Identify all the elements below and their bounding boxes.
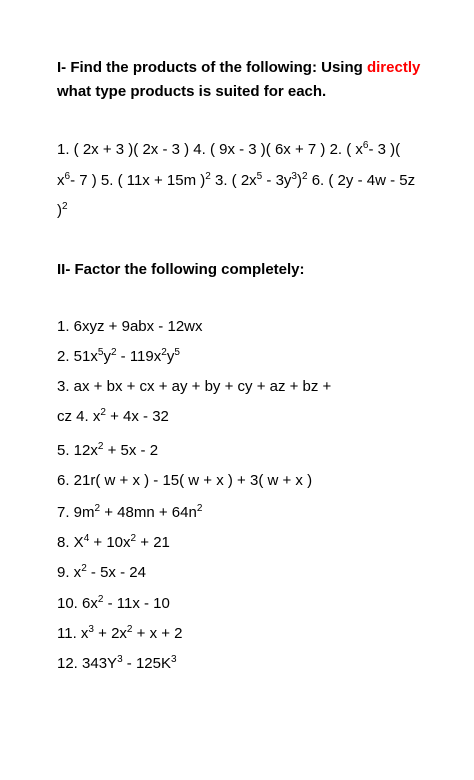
factor-item-12: 12. $343Y^3 - 125K^3$ <box>57 654 177 672</box>
factor-item-1: 1. 6xyz + 9abx - 12wx <box>57 318 203 335</box>
factor-item-7: 7. $9m^2 + 48mn + 64n^2$ <box>57 503 203 521</box>
section2-heading: II- Factor the following completely: <box>57 261 305 278</box>
product-problems-line3: )$^2$ <box>57 201 68 219</box>
factor-item-9: 9. $x^2 - 5x - 24$ <box>57 563 146 581</box>
factor-item-3: 3. ax + bx + cx + ay + by + cy + az + bz + <box>57 378 332 395</box>
section1-heading-line2: what type products is suited for each. <box>57 83 327 100</box>
factor-item-10: 10. $6x^2 - 11x - 10$ <box>57 594 170 612</box>
product-problems-line1: 1. ( 2x + 3 )( 2x - 3 ) 4. ( 9x - 3 )( 6x + 7 ) 2. ( $x^6-$ 3 )( <box>57 140 401 158</box>
product-problems-line2: $x^6-$ 7 ) 5. ( 11x + 15m )$^2$ 3. ( $2x^5 - 3y^3)^2$ 6. ( 2y - 4w - 5z <box>57 171 416 189</box>
factor-item-2: 2. $51x^5y^2 - 119x^2y^5$ <box>57 347 180 365</box>
factor-item-5: 5. $12x^2 + 5x - 2$ <box>57 441 159 459</box>
factor-item-6: 6. 21r( w + x ) - 15( w + x ) + 3( w + x ) <box>57 472 313 489</box>
section1-heading-line1 <box>57 60 420 75</box>
heading-text: I- Find the products of the following: Using <box>57 59 367 76</box>
factor-item-11: 11. $x^3 + 2x^2 + x + 2$ <box>57 624 183 642</box>
heading-emphasis: directly <box>366 59 421 76</box>
factor-item-3-continued-4: cz 4. $x^2 + 4x - 32$ <box>57 407 169 425</box>
factor-item-8: 8. $X^4 + 10x^2 + 21$ <box>57 533 170 551</box>
